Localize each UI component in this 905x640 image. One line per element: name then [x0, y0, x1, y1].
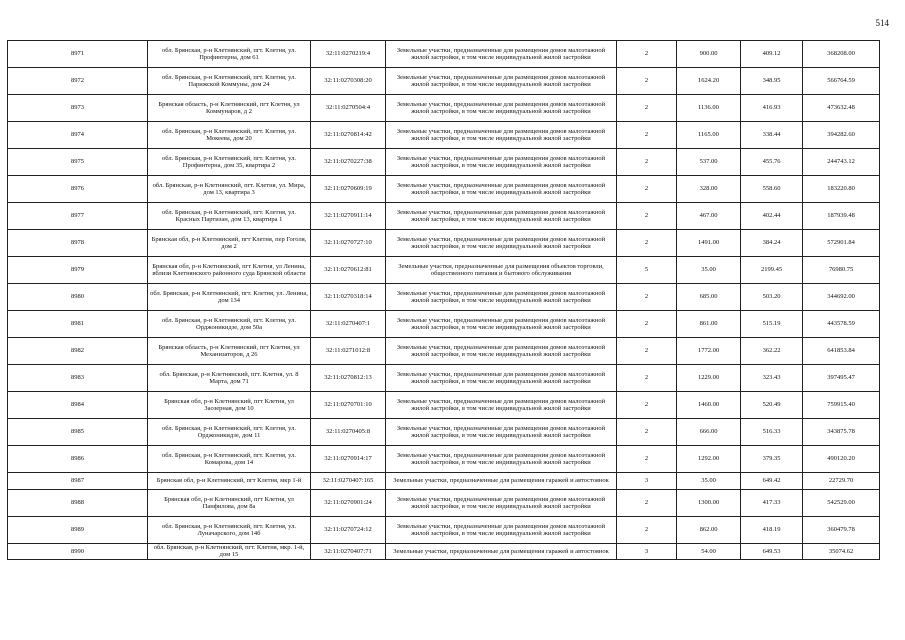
group-number-cell: 2 [617, 517, 677, 544]
address-cell: обл. Брянская, р-н Клетнянский, пгт. Клетня, ул. Мокеева, дом 20 [148, 122, 311, 149]
area-cell: 1491.00 [677, 230, 741, 257]
specific-value-cell: 348.95 [741, 68, 803, 95]
land-use-cell: Земельные участки, предназначенные для размещения домов малоэтажной жилой застройки, в том числе индивидуальной жилой застройки [386, 365, 617, 392]
cadastral-number-cell: 32:11:0270407:71 [311, 544, 386, 560]
area-cell: 666.00 [677, 419, 741, 446]
cadastral-number-cell: 32:11:0270814:42 [311, 122, 386, 149]
group-number-cell: 2 [617, 490, 677, 517]
group-number-cell: 2 [617, 122, 677, 149]
area-cell: 54.00 [677, 544, 741, 560]
specific-value-cell: 515.19 [741, 311, 803, 338]
specific-value-cell: 503.20 [741, 284, 803, 311]
cadastral-value-cell: 76980.75 [803, 257, 880, 284]
cadastral-number-cell: 32:11:0270407:165 [311, 473, 386, 490]
specific-value-cell: 416.93 [741, 95, 803, 122]
area-cell: 35.00 [677, 473, 741, 490]
cadastral-value-cell: 22729.70 [803, 473, 880, 490]
table-row [8, 338, 880, 365]
cadastral-value-cell: 343875.78 [803, 419, 880, 446]
address-cell: Брянская обл, р-н Клетнянский, пгт Клетня, ул Заозерная, дом 10 [148, 392, 311, 419]
group-number-cell: 2 [617, 419, 677, 446]
table-row [8, 257, 880, 284]
row-number: 8990 [8, 544, 148, 560]
group-number-cell: 3 [617, 544, 677, 560]
row-number: 8978 [8, 230, 148, 257]
row-number: 8972 [8, 68, 148, 95]
address-cell: обл. Брянская, р-н Клетнянский, пгт. Клетня, ул. Ленина, дом 134 [148, 284, 311, 311]
group-number-cell: 5 [617, 257, 677, 284]
group-number-cell: 2 [617, 203, 677, 230]
group-number-cell: 2 [617, 95, 677, 122]
area-cell: 1165.00 [677, 122, 741, 149]
group-number-cell: 2 [617, 284, 677, 311]
specific-value-cell: 516.33 [741, 419, 803, 446]
table-row [8, 149, 880, 176]
table-row [8, 517, 880, 544]
table-row [8, 203, 880, 230]
address-cell: обл. Брянская, р-н Клетнянский, пгт. Клетня, ул. Профинтерна, дом 61 [148, 41, 311, 68]
land-use-cell: Земельные участки, предназначенные для размещения домов малоэтажной жилой застройки, в том числе индивидуальной жилой застройки [386, 203, 617, 230]
land-use-cell: Земельные участки, предназначенные для размещения домов малоэтажной жилой застройки, в том числе индивидуальной жилой застройки [386, 490, 617, 517]
land-use-cell: Земельные участки, предназначенные для размещения домов малоэтажной жилой застройки, в том числе индивидуальной жилой застройки [386, 230, 617, 257]
row-number: 8974 [8, 122, 148, 149]
area-cell: 328.00 [677, 176, 741, 203]
area-cell: 1624.20 [677, 68, 741, 95]
group-number-cell: 2 [617, 392, 677, 419]
specific-value-cell: 520.49 [741, 392, 803, 419]
row-number: 8971 [8, 41, 148, 68]
row-number: 8985 [8, 419, 148, 446]
row-number: 8977 [8, 203, 148, 230]
table-row [8, 490, 880, 517]
table-row [8, 544, 880, 560]
area-cell: 685.00 [677, 284, 741, 311]
cadastral-number-cell: 32:11:0270407:1 [311, 311, 386, 338]
land-use-cell: Земельные участки, предназначенные для размещения домов малоэтажной жилой застройки, в том числе индивидуальной жилой застройки [386, 338, 617, 365]
group-number-cell: 2 [617, 149, 677, 176]
area-cell: 1300.00 [677, 490, 741, 517]
row-number: 8986 [8, 446, 148, 473]
area-cell: 537.00 [677, 149, 741, 176]
row-number: 8981 [8, 311, 148, 338]
cadastral-value-cell: 397495.47 [803, 365, 880, 392]
address-cell: Брянская обл, р-н Клетнянский, пгт Клетня, мкр 1-й [148, 473, 311, 490]
table-row [8, 365, 880, 392]
specific-value-cell: 649.53 [741, 544, 803, 560]
table-row [8, 311, 880, 338]
row-number: 8975 [8, 149, 148, 176]
table-row [8, 176, 880, 203]
table-row [8, 68, 880, 95]
address-cell: обл. Брянская, р-н Клетнянский, пгт. Клетня, ул. Парижской Коммуны, дом 24 [148, 68, 311, 95]
address-cell: Брянская область, р-н Клетнянский, пгт Клетня, ул Коммунаров, д 2 [148, 95, 311, 122]
address-cell: обл. Брянская, р-н Клетнянский, пгт. Клетня, ул. Комарова, дом 14 [148, 446, 311, 473]
cadastral-number-cell: 32:11:0270812:13 [311, 365, 386, 392]
cadastral-value-cell: 641853.84 [803, 338, 880, 365]
cadastral-number-cell: 32:11:0270901:24 [311, 490, 386, 517]
specific-value-cell: 384.24 [741, 230, 803, 257]
land-use-cell: Земельные участки, предназначенные для размещения домов малоэтажной жилой застройки, в том числе индивидуальной жилой застройки [386, 311, 617, 338]
row-number: 8987 [8, 473, 148, 490]
row-number: 8983 [8, 365, 148, 392]
cadastral-number-cell: 32:11:0270405:8 [311, 419, 386, 446]
group-number-cell: 2 [617, 446, 677, 473]
cadastral-value-cell: 394282.60 [803, 122, 880, 149]
table-row [8, 446, 880, 473]
cadastral-value-cell: 35074.62 [803, 544, 880, 560]
address-cell: Брянская обл, р-н Клетнянский, пгт Клетня, ул Панфилова, дом 8а [148, 490, 311, 517]
cadastral-value-cell: 344692.00 [803, 284, 880, 311]
area-cell: 1460.00 [677, 392, 741, 419]
land-use-cell: Земельные участки, предназначенные для размещения объектов торговли, общественного питания и бытового обслуживания [386, 257, 617, 284]
address-cell: обл. Брянская, р-н Клетнянский, пгт. Клетня, ул. Мира, дом 13, квартира 3 [148, 176, 311, 203]
row-number: 8979 [8, 257, 148, 284]
land-use-cell: Земельные участки, предназначенные для размещения домов малоэтажной жилой застройки, в том числе индивидуальной жилой застройки [386, 517, 617, 544]
cadastral-number-cell: 32:11:0270914:17 [311, 446, 386, 473]
cadastral-number-cell: 32:11:0270724:12 [311, 517, 386, 544]
table-row [8, 95, 880, 122]
cadastral-value-cell: 368208.00 [803, 41, 880, 68]
land-use-cell: Земельные участки, предназначенные для размещения домов малоэтажной жилой застройки, в том числе индивидуальной жилой застройки [386, 149, 617, 176]
specific-value-cell: 417.33 [741, 490, 803, 517]
address-cell: обл. Брянская, р-н Клетнянский, пгт. Клетня, ул. Профинтерна, дом 35, квартира 2 [148, 149, 311, 176]
cadastral-value-cell: 244743.12 [803, 149, 880, 176]
land-use-cell: Земельные участки, предназначенные для размещения домов малоэтажной жилой застройки, в том числе индивидуальной жилой застройки [386, 446, 617, 473]
land-use-cell: Земельные участки, предназначенные для размещения домов малоэтажной жилой застройки, в том числе индивидуальной жилой застройки [386, 122, 617, 149]
specific-value-cell: 402.44 [741, 203, 803, 230]
specific-value-cell: 409.12 [741, 41, 803, 68]
table-row [8, 284, 880, 311]
table-row [8, 419, 880, 446]
cadastral-value-cell: 443578.59 [803, 311, 880, 338]
group-number-cell: 2 [617, 41, 677, 68]
row-number: 8988 [8, 490, 148, 517]
address-cell: обл. Брянская, р-н Клетнянский, пгт. Клетня, ул. 8 Марта, дом 71 [148, 365, 311, 392]
specific-value-cell: 455.76 [741, 149, 803, 176]
area-cell: 1772.00 [677, 338, 741, 365]
table-body [8, 41, 880, 560]
address-cell: обл. Брянская, р-н Клетнянский, пгт. Клетня, мкр. 1-й, дом 15 [148, 544, 311, 560]
group-number-cell: 2 [617, 68, 677, 95]
specific-value-cell: 362.22 [741, 338, 803, 365]
specific-value-cell: 2199.45 [741, 257, 803, 284]
table-row [8, 122, 880, 149]
cadastral-number-cell: 32:11:0270727:10 [311, 230, 386, 257]
row-number: 8976 [8, 176, 148, 203]
cadastral-value-cell: 572901.84 [803, 230, 880, 257]
cadastral-number-cell: 32:11:0270612:81 [311, 257, 386, 284]
land-use-cell: Земельные участки, предназначенные для размещения домов малоэтажной жилой застройки, в том числе индивидуальной жилой застройки [386, 176, 617, 203]
address-cell: обл. Брянская, р-н Клетнянский, пгт. Клетня, ул. Красных Партизан, дом 13, квартира 1 [148, 203, 311, 230]
land-use-cell: Земельные участки, предназначенные для размещения домов малоэтажной жилой застройки, в том числе индивидуальной жилой застройки [386, 392, 617, 419]
land-use-cell: Земельные участки, предназначенные для размещения домов малоэтажной жилой застройки, в том числе индивидуальной жилой застройки [386, 284, 617, 311]
land-registry-table [7, 40, 880, 560]
cadastral-value-cell: 187939.48 [803, 203, 880, 230]
group-number-cell: 2 [617, 176, 677, 203]
land-use-cell: Земельные участки, предназначенные для размещения домов малоэтажной жилой застройки, в том числе индивидуальной жилой застройки [386, 95, 617, 122]
row-number: 8984 [8, 392, 148, 419]
cadastral-number-cell: 32:11:0271012:8 [311, 338, 386, 365]
page-number: 514 [875, 18, 889, 28]
address-cell: Брянская область, р-н Клетнянский, пгт Клетня, ул Механизаторов, д 26 [148, 338, 311, 365]
group-number-cell: 3 [617, 473, 677, 490]
land-use-cell: Земельные участки, предназначенные для размещения домов малоэтажной жилой застройки, в том числе индивидуальной жилой застройки [386, 419, 617, 446]
land-use-cell: Земельные участки, предназначенные для размещения гаражей и автостоянок [386, 473, 617, 490]
cadastral-value-cell: 759915.40 [803, 392, 880, 419]
area-cell: 1229.00 [677, 365, 741, 392]
specific-value-cell: 338.44 [741, 122, 803, 149]
area-cell: 900.00 [677, 41, 741, 68]
area-cell: 1136.00 [677, 95, 741, 122]
area-cell: 862.00 [677, 517, 741, 544]
group-number-cell: 2 [617, 230, 677, 257]
cadastral-number-cell: 32:11:0270701:10 [311, 392, 386, 419]
row-number: 8973 [8, 95, 148, 122]
address-cell: Брянская обл, р-н Клетнянский, пгт Клетня, пер Гоголя, дом 2 [148, 230, 311, 257]
table-row [8, 230, 880, 257]
specific-value-cell: 558.60 [741, 176, 803, 203]
cadastral-number-cell: 32:11:0270308:20 [311, 68, 386, 95]
address-cell: Брянская обл, р-н Клетнянский, пгт Клетня, ул Ленина, вблизи Клетнянского районного суда Брянской области [148, 257, 311, 284]
cadastral-number-cell: 32:11:0270609:19 [311, 176, 386, 203]
cadastral-value-cell: 183220.80 [803, 176, 880, 203]
address-cell: обл. Брянская, р-н Клетнянский, пгт. Клетня, ул. Орджоникидзе, дом 11 [148, 419, 311, 446]
cadastral-value-cell: 542529.00 [803, 490, 880, 517]
table-row [8, 473, 880, 490]
specific-value-cell: 379.35 [741, 446, 803, 473]
area-cell: 1292.00 [677, 446, 741, 473]
land-use-cell: Земельные участки, предназначенные для размещения домов малоэтажной жилой застройки, в том числе индивидуальной жилой застройки [386, 68, 617, 95]
group-number-cell: 2 [617, 338, 677, 365]
cadastral-number-cell: 32:11:0270911:14 [311, 203, 386, 230]
area-cell: 861.00 [677, 311, 741, 338]
table-row [8, 392, 880, 419]
cadastral-number-cell: 32:11:0270219:4 [311, 41, 386, 68]
cadastral-value-cell: 473632.48 [803, 95, 880, 122]
area-cell: 467.00 [677, 203, 741, 230]
group-number-cell: 2 [617, 365, 677, 392]
cadastral-value-cell: 490120.20 [803, 446, 880, 473]
row-number: 8980 [8, 284, 148, 311]
land-use-cell: Земельные участки, предназначенные для размещения гаражей и автостоянок [386, 544, 617, 560]
specific-value-cell: 323.43 [741, 365, 803, 392]
land-use-cell: Земельные участки, предназначенные для размещения домов малоэтажной жилой застройки, в том числе индивидуальной жилой застройки [386, 41, 617, 68]
specific-value-cell: 649.42 [741, 473, 803, 490]
group-number-cell: 2 [617, 311, 677, 338]
address-cell: обл. Брянская, р-н Клетнянский, пгт. Клетня, ул. Орджоникидзе, дом 50а [148, 311, 311, 338]
cadastral-number-cell: 32:11:0270504:4 [311, 95, 386, 122]
cadastral-number-cell: 32:11:0270318:14 [311, 284, 386, 311]
address-cell: обл. Брянская, р-н Клетнянский, пгт. Клетня, ул. Луначарского, дом 14б [148, 517, 311, 544]
row-number: 8982 [8, 338, 148, 365]
cadastral-value-cell: 360479.78 [803, 517, 880, 544]
row-number: 8989 [8, 517, 148, 544]
cadastral-value-cell: 566764.59 [803, 68, 880, 95]
cadastral-number-cell: 32:11:0270227:38 [311, 149, 386, 176]
area-cell: 35.00 [677, 257, 741, 284]
specific-value-cell: 418.19 [741, 517, 803, 544]
table-row [8, 41, 880, 68]
